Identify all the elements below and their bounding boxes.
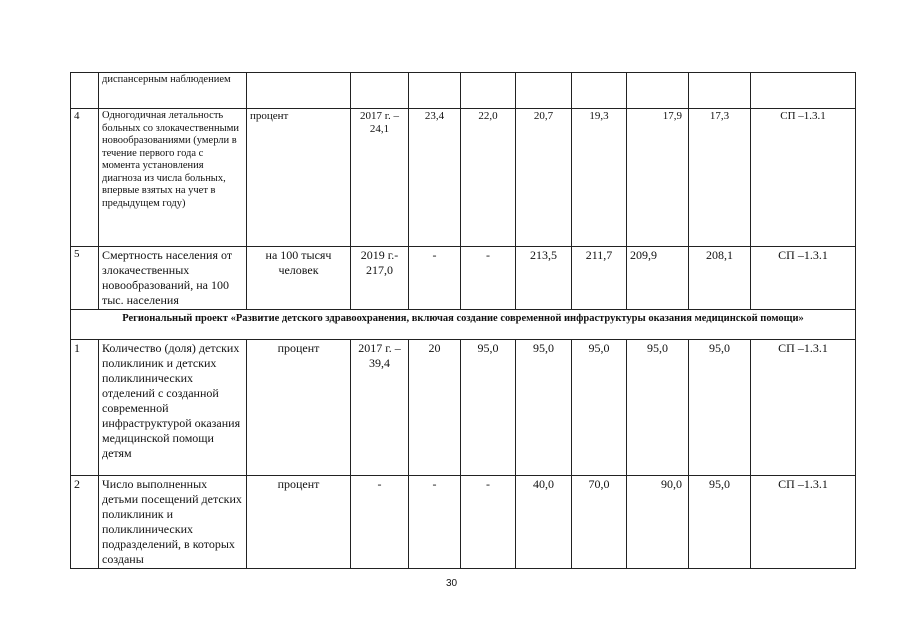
indicator-name-cell: Количество (доля) детских поликлиник и детских поликлинических отделений с созданной современной инфраструктурой оказания медицинской помощи детям	[99, 340, 247, 476]
value-cell	[627, 73, 689, 109]
value-cell: -	[409, 247, 461, 310]
table-row	[71, 340, 856, 476]
unit-cell: процент	[247, 340, 351, 476]
value-cell	[409, 73, 461, 109]
value-cell: 211,7	[572, 247, 627, 310]
section-title: Региональный проект «Развитие детского здравоохранения, включая создание современной инфраструктуры оказания медицинской помощи»	[71, 310, 856, 340]
value-cell: 20	[409, 340, 461, 476]
value-cell: 40,0	[516, 476, 572, 569]
row-number-cell: 2	[71, 476, 99, 569]
value-cell: 95,0	[461, 340, 516, 476]
value-cell: 70,0	[572, 476, 627, 569]
value-cell: 95,0	[572, 340, 627, 476]
value-cell: 95,0	[689, 340, 751, 476]
value-cell: -	[461, 476, 516, 569]
value-cell: 22,0	[461, 109, 516, 247]
unit-cell: на 100 тысяч человек	[247, 247, 351, 310]
table-row	[71, 247, 856, 310]
value-cell: 209,9	[627, 247, 689, 310]
reference-cell: СП –1.3.1	[751, 247, 856, 310]
value-cell: 17,9	[627, 109, 689, 247]
value-cell: 19,3	[572, 109, 627, 247]
base-value-cell: 2019 г.- 217,0	[351, 247, 409, 310]
reference-cell: СП –1.3.1	[751, 340, 856, 476]
unit-cell	[247, 73, 351, 109]
reference-cell: СП –1.3.1	[751, 476, 856, 569]
indicator-name-cell: Смертность населения от злокачественных новообразований, на 100 тыс. населения	[99, 247, 247, 310]
value-cell: 17,3	[689, 109, 751, 247]
value-cell	[461, 73, 516, 109]
row-number-cell: 1	[71, 340, 99, 476]
row-number-cell: 5	[71, 247, 99, 310]
value-cell: 20,7	[516, 109, 572, 247]
table-row	[71, 109, 856, 247]
row-number-cell	[71, 73, 99, 109]
indicators-table	[70, 72, 856, 569]
value-cell	[572, 73, 627, 109]
value-cell: 95,0	[516, 340, 572, 476]
section-header-row	[71, 310, 856, 340]
base-value-cell	[351, 73, 409, 109]
value-cell: 95,0	[689, 476, 751, 569]
value-cell: 95,0	[627, 340, 689, 476]
indicator-name-cell: диспансерным наблюдением	[99, 73, 247, 109]
table-row	[71, 476, 856, 569]
value-cell: -	[409, 476, 461, 569]
value-cell: 208,1	[689, 247, 751, 310]
value-cell: 23,4	[409, 109, 461, 247]
unit-cell: процент	[247, 109, 351, 247]
base-value-cell: 2017 г. – 24,1	[351, 109, 409, 247]
value-cell: 213,5	[516, 247, 572, 310]
reference-cell	[751, 73, 856, 109]
base-value-cell: 2017 г. – 39,4	[351, 340, 409, 476]
base-value-cell: -	[351, 476, 409, 569]
value-cell: 90,0	[627, 476, 689, 569]
indicator-name-cell: Одногодичная летальность больных со злокачественными новообразованиями (умерли в течение первого года с момента установления диагноза из числа больных, впервые взятых на учет в предыдущем году)	[99, 109, 247, 247]
value-cell	[516, 73, 572, 109]
row-number-cell: 4	[71, 109, 99, 247]
table-row	[71, 73, 856, 109]
value-cell	[689, 73, 751, 109]
indicator-name-cell: Число выполненных детьми посещений детских поликлиник и поликлинических подразделений, в которых созданы	[99, 476, 247, 569]
value-cell: -	[461, 247, 516, 310]
page-number: 30	[445, 578, 458, 589]
unit-cell: процент	[247, 476, 351, 569]
reference-cell: СП –1.3.1	[751, 109, 856, 247]
